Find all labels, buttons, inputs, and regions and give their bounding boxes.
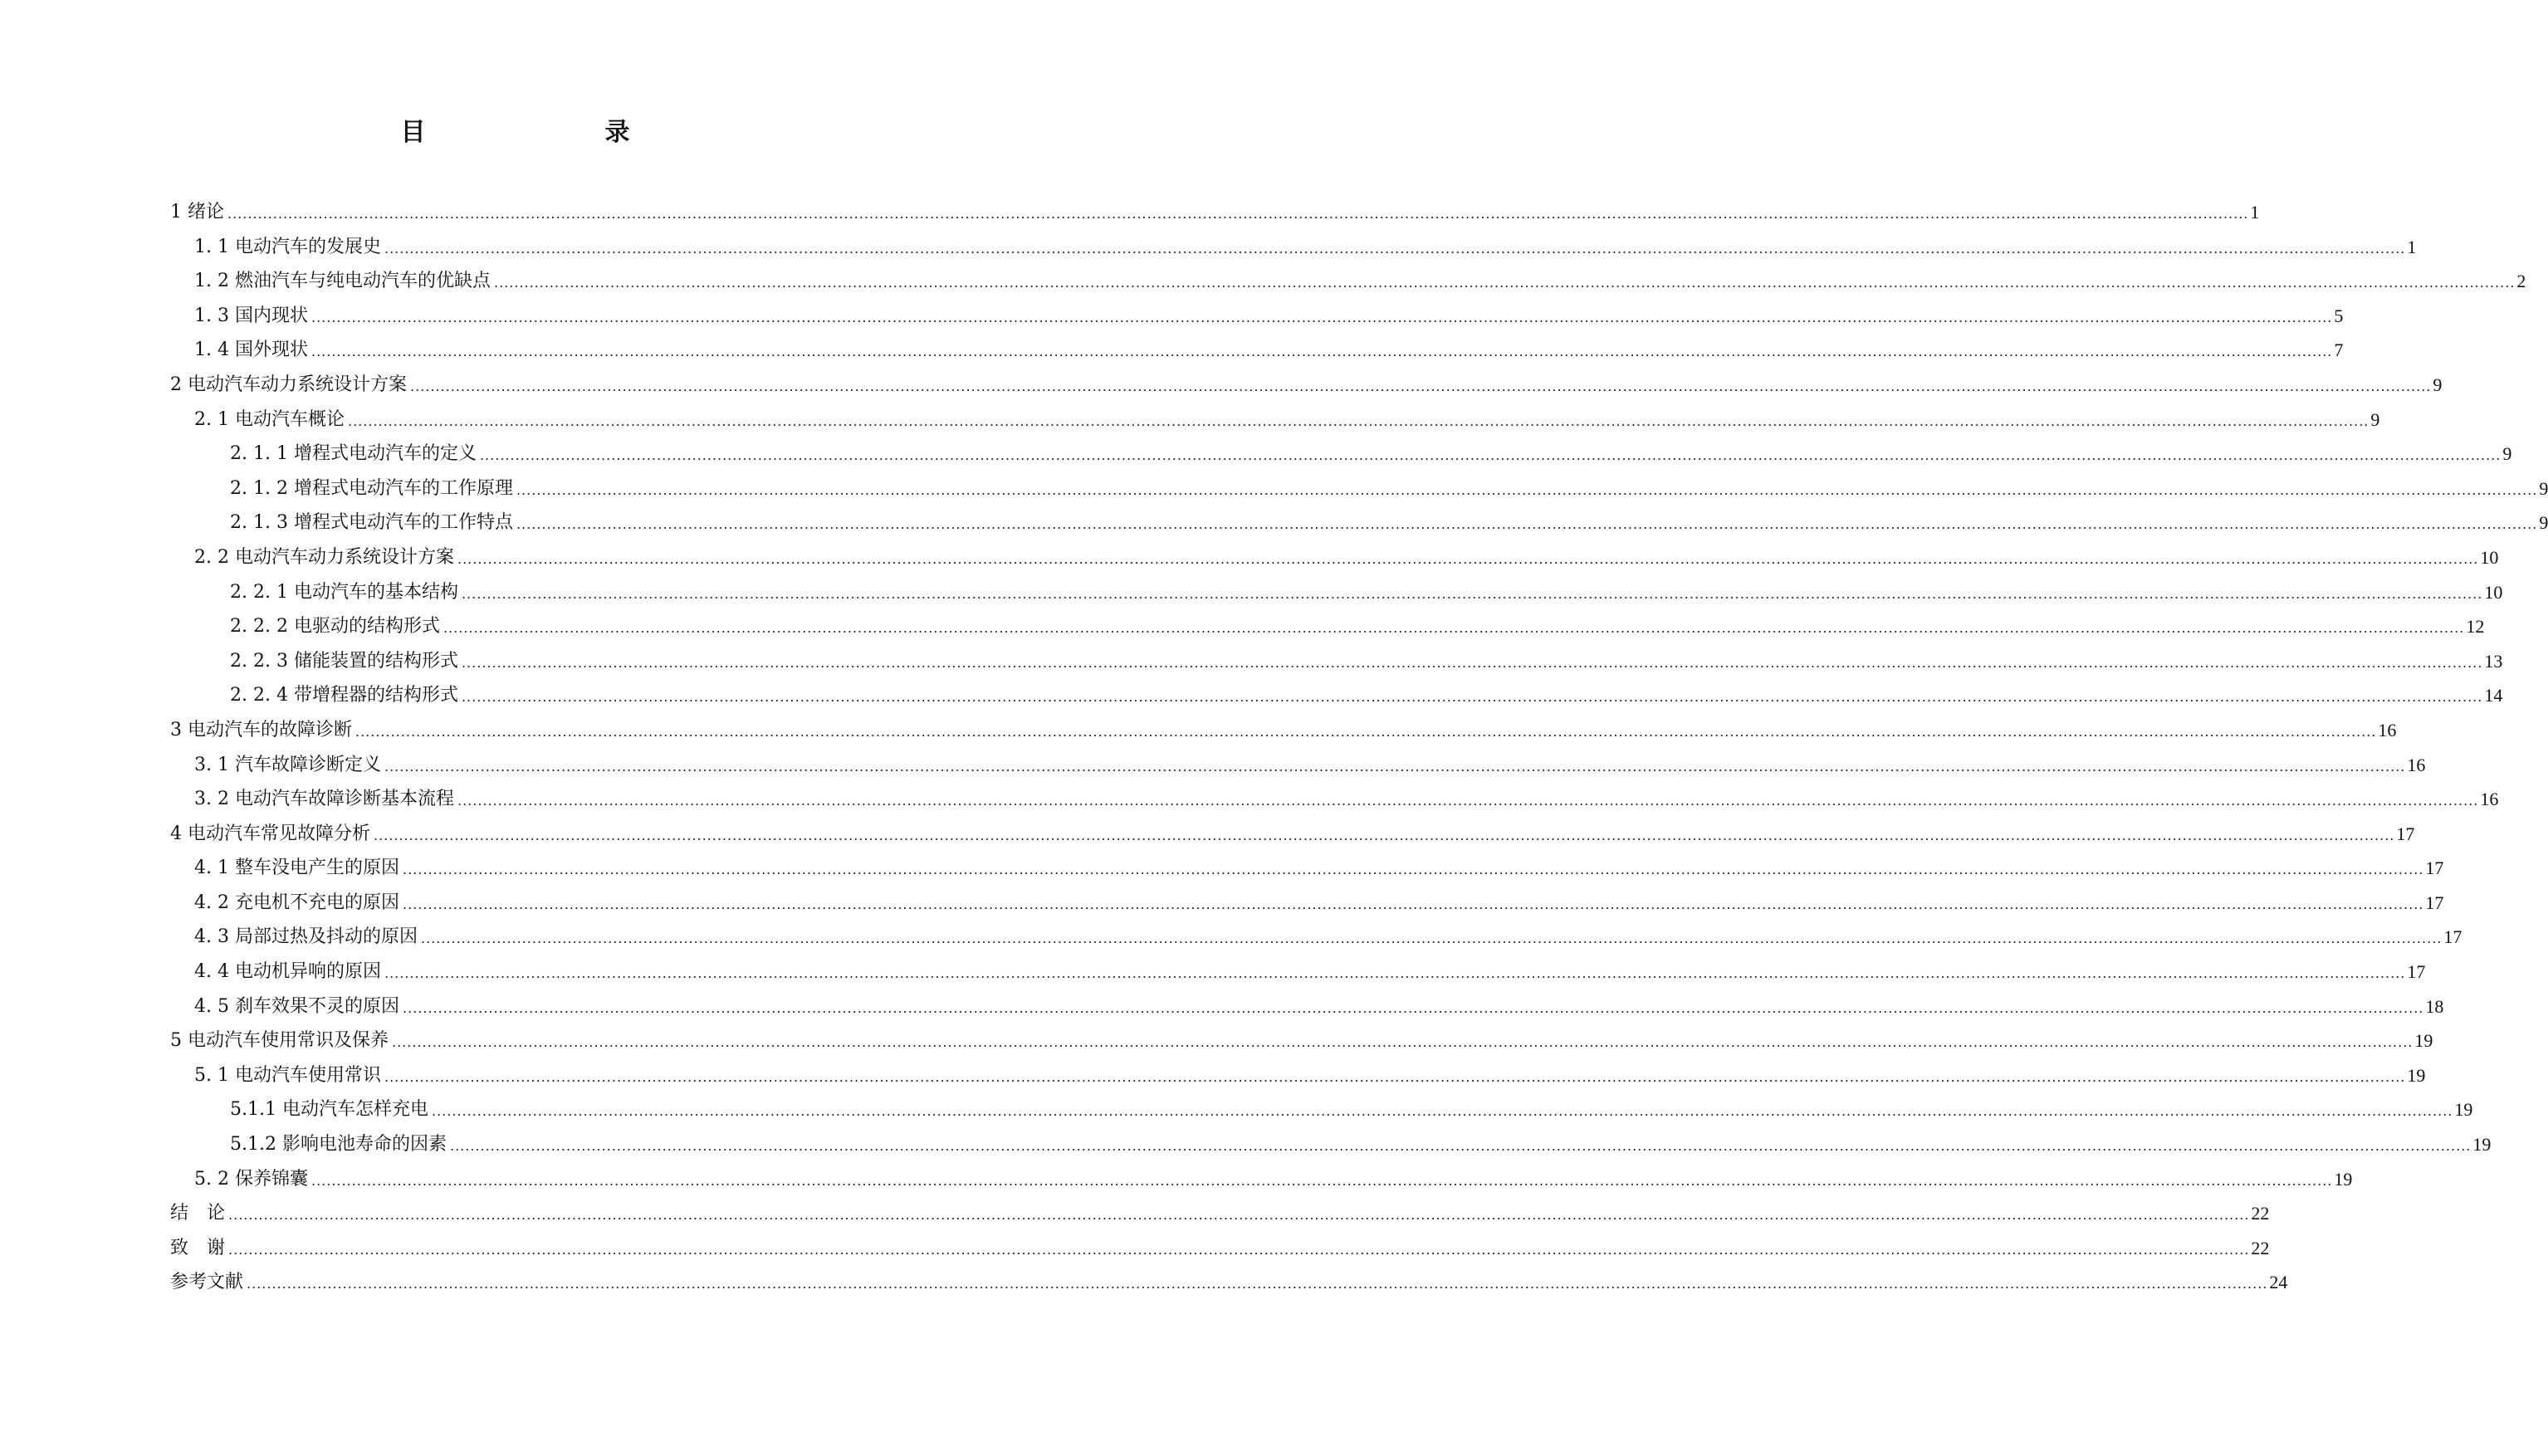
toc-page-number: 14 (2484, 685, 2503, 706)
toc-page-number: 19 (2472, 1134, 2492, 1156)
toc-entry-label: 1. 2 燃油汽车与纯电动汽车的优缺点 (194, 271, 491, 292)
toc-page-number: 22 (2251, 1203, 2270, 1224)
toc-entry-label: 2. 2. 1 电动汽车的基本结构 (230, 581, 458, 603)
toc-page-number: 17 (2407, 961, 2426, 983)
dot-leader: ................................................................................................................................................................................................................................................................................................................................................................................................................ (227, 206, 2249, 222)
toc-entry[interactable] (170, 924, 2462, 959)
toc-entry-label: 2. 1 电动汽车概论 (194, 408, 345, 430)
dot-leader: ................................................................................................................................................................................................................................................................................................................................................................................................................ (311, 1172, 2333, 1189)
dot-leader: ................................................................................................................................................................................................................................................................................................................................................................................................................ (410, 378, 2432, 394)
toc-entry[interactable] (170, 337, 2344, 372)
toc-entry-label: 1. 3 国内现状 (194, 305, 308, 326)
toc-page-number: 19 (2407, 1064, 2426, 1086)
toc-entry-label: 致 谢 (170, 1237, 226, 1258)
toc-page-number: 19 (2334, 1168, 2353, 1190)
dot-leader: ................................................................................................................................................................................................................................................................................................................................................................................................................ (457, 793, 2479, 809)
dot-leader: ................................................................................................................................................................................................................................................................................................................................................................................................................ (347, 413, 2369, 429)
toc-entry[interactable] (170, 613, 2485, 648)
toc-entry[interactable] (170, 441, 2512, 476)
toc-page-number: 10 (2484, 581, 2503, 603)
toc-page-number: 17 (2443, 926, 2462, 948)
toc-page-number: 9 (2433, 374, 2443, 395)
dot-leader: ................................................................................................................................................................................................................................................................................................................................................................................................................ (449, 1138, 2472, 1155)
toc-entry[interactable] (170, 199, 2260, 234)
dot-leader: ................................................................................................................................................................................................................................................................................................................................................................................................................ (384, 965, 2406, 982)
dot-leader: ................................................................................................................................................................................................................................................................................................................................................................................................................ (384, 1068, 2406, 1085)
toc-entry-label: 4. 4 电动机异响的原因 (194, 961, 381, 983)
dot-leader: ................................................................................................................................................................................................................................................................................................................................................................................................................ (461, 585, 2483, 602)
dot-leader: ................................................................................................................................................................................................................................................................................................................................................................................................................ (443, 620, 2465, 637)
dot-leader: ................................................................................................................................................................................................................................................................................................................................................................................................................ (516, 516, 2538, 533)
dot-leader: ................................................................................................................................................................................................................................................................................................................................................................................................................ (402, 862, 2424, 878)
toc-entry[interactable] (170, 234, 2417, 269)
toc-entry[interactable] (170, 1166, 2353, 1201)
toc-entry-label: 参考文献 (170, 1272, 244, 1293)
toc-entry-label: 3. 2 电动汽车故障诊断基本流程 (194, 789, 454, 810)
toc-page-number: 17 (2425, 892, 2444, 913)
toc-entry[interactable] (170, 648, 2503, 683)
toc-entry-label: 2. 2 电动汽车动力系统设计方案 (194, 546, 454, 568)
toc-page-number: 18 (2425, 995, 2444, 1017)
dot-leader: ................................................................................................................................................................................................................................................................................................................................................................................................................ (384, 240, 2406, 257)
dot-leader: ................................................................................................................................................................................................................................................................................................................................................................................................................ (384, 758, 2406, 774)
toc-page-number: 19 (2454, 1099, 2473, 1121)
toc-entry-label: 2. 2. 2 电驱动的结构形式 (230, 616, 440, 638)
toc-entry[interactable] (170, 1097, 2473, 1131)
toc-entry[interactable] (170, 855, 2444, 890)
toc-page-number: 16 (2407, 754, 2426, 775)
toc-entry[interactable] (170, 407, 2380, 442)
toc-page-number: 13 (2484, 650, 2503, 672)
toc-entry[interactable] (170, 1235, 2270, 1270)
toc-page-number: 1 (2250, 202, 2260, 222)
toc-page-number: 9 (2370, 408, 2380, 430)
toc-entry[interactable] (170, 717, 2397, 752)
toc-entry-label: 2. 1. 3 增程式电动汽车的工作特点 (230, 512, 513, 534)
dot-leader: ................................................................................................................................................................................................................................................................................................................................................................................................................ (311, 309, 2333, 325)
toc-page-number: 7 (2334, 340, 2344, 361)
toc-entry[interactable] (170, 959, 2426, 994)
toc-page-number: 5 (2334, 305, 2344, 326)
dot-leader: ................................................................................................................................................................................................................................................................................................................................................................................................................ (420, 931, 2443, 947)
toc-entry[interactable] (170, 1200, 2270, 1235)
toc-entry-label: 5. 2 保养锦囊 (194, 1168, 308, 1190)
dot-leader: ................................................................................................................................................................................................................................................................................................................................................................................................................ (457, 550, 2479, 567)
dot-leader: ................................................................................................................................................................................................................................................................................................................................................................................................................ (461, 689, 2483, 706)
toc-page-number: 22 (2251, 1237, 2270, 1258)
toc-entry-label: 2 电动汽车动力系统设计方案 (170, 374, 407, 395)
toc-entry-label: 2. 1. 1 增程式电动汽车的定义 (230, 443, 477, 465)
toc-page-number: 16 (2378, 719, 2397, 740)
dot-leader: ................................................................................................................................................................................................................................................................................................................................................................................................................ (461, 654, 2483, 671)
toc-entry-label: 5.1.1 电动汽车怎样充电 (230, 1099, 428, 1121)
dot-leader: ................................................................................................................................................................................................................................................................................................................................................................................................................ (374, 827, 2395, 843)
toc-entry[interactable] (170, 821, 2415, 856)
toc-entry[interactable] (170, 1063, 2426, 1097)
toc-page-number: 2 (2516, 271, 2526, 292)
toc-page-number: 9 (2502, 443, 2512, 465)
toc-page-number: 9 (2539, 477, 2548, 499)
dot-leader: ................................................................................................................................................................................................................................................................................................................................................................................................................ (479, 447, 2502, 464)
toc-entry-label: 4. 5 刹车效果不灵的原因 (194, 995, 399, 1017)
toc-entry[interactable] (170, 682, 2503, 717)
toc-entry-label: 5 电动汽车使用常识及保养 (170, 1030, 389, 1052)
toc-page-number: 1 (2407, 236, 2417, 257)
dot-leader: ................................................................................................................................................................................................................................................................................................................................................................................................................ (392, 1034, 2414, 1051)
toc-entry[interactable] (170, 545, 2499, 579)
toc-entry-label: 3 电动汽车的故障诊断 (170, 719, 352, 740)
toc-entry[interactable] (170, 510, 2548, 545)
toc-page-number: 16 (2480, 789, 2499, 810)
toc-entry-label: 2. 2. 3 储能装置的结构形式 (230, 650, 458, 672)
dot-leader: ................................................................................................................................................................................................................................................................................................................................................................................................................ (228, 1241, 2250, 1258)
toc-entry[interactable] (170, 752, 2426, 787)
toc-page-number: 17 (2396, 823, 2415, 844)
toc-entry[interactable] (170, 1131, 2492, 1166)
toc-entry-label: 5.1.2 影响电池寿命的因素 (230, 1134, 447, 1156)
toc-entry[interactable] (170, 579, 2503, 614)
dot-leader: ................................................................................................................................................................................................................................................................................................................................................................................................................ (402, 999, 2424, 1016)
toc-entry-label: 3. 1 汽车故障诊断定义 (194, 754, 381, 775)
toc-entry[interactable] (170, 476, 2548, 511)
toc-entry[interactable] (170, 268, 2526, 303)
toc-page-number: 17 (2425, 857, 2444, 879)
toc-entry-label: 2. 1. 2 增程式电动汽车的工作原理 (230, 477, 513, 499)
toc-page-number: 9 (2539, 512, 2548, 534)
toc-page-number: 10 (2480, 546, 2499, 568)
toc-entry[interactable] (170, 303, 2344, 338)
toc-page-number: 12 (2466, 616, 2485, 638)
toc-entry[interactable] (170, 1028, 2433, 1063)
dot-leader: ................................................................................................................................................................................................................................................................................................................................................................................................................ (247, 1276, 2268, 1292)
dot-leader: ................................................................................................................................................................................................................................................................................................................................................................................................................ (355, 723, 2377, 740)
toc-entry-label: 1 绪论 (170, 202, 224, 222)
toc-entry-label: 2. 2. 4 带增程器的结构形式 (230, 685, 458, 706)
toc-entry-label: 1. 1 电动汽车的发展史 (194, 236, 381, 257)
dot-leader: ................................................................................................................................................................................................................................................................................................................................................................................................................ (402, 896, 2424, 912)
table-of-contents (170, 199, 2548, 1304)
dot-leader: ................................................................................................................................................................................................................................................................................................................................................................................................................ (516, 481, 2538, 498)
dot-leader: ................................................................................................................................................................................................................................................................................................................................................................................................................ (431, 1103, 2453, 1120)
toc-entry-label: 1. 4 国外现状 (194, 340, 308, 361)
toc-entry[interactable] (170, 994, 2444, 1028)
dot-leader: ................................................................................................................................................................................................................................................................................................................................................................................................................ (311, 344, 2333, 360)
dot-leader: ................................................................................................................................................................................................................................................................................................................................................................................................................ (228, 1207, 2250, 1224)
toc-entry[interactable] (170, 786, 2499, 821)
toc-entry-label: 4. 3 局部过热及抖动的原因 (194, 926, 418, 948)
toc-page-number: 24 (2269, 1272, 2288, 1293)
toc-entry-label: 4. 2 充电机不充电的原因 (194, 892, 399, 913)
toc-entry-label: 结 论 (170, 1203, 226, 1224)
toc-entry-label: 4 电动汽车常见故障分析 (170, 823, 370, 844)
toc-entry-label: 4. 1 整车没电产生的原因 (194, 857, 399, 879)
dot-leader: ................................................................................................................................................................................................................................................................................................................................................................................................................ (493, 275, 2516, 291)
toc-page-number: 19 (2414, 1030, 2433, 1052)
toc-entry[interactable] (170, 1269, 2288, 1304)
toc-entry-label: 5. 1 电动汽车使用常识 (194, 1064, 381, 1086)
toc-entry[interactable] (170, 890, 2444, 925)
page-title: 目 录 (400, 118, 673, 147)
toc-entry[interactable] (170, 372, 2443, 407)
